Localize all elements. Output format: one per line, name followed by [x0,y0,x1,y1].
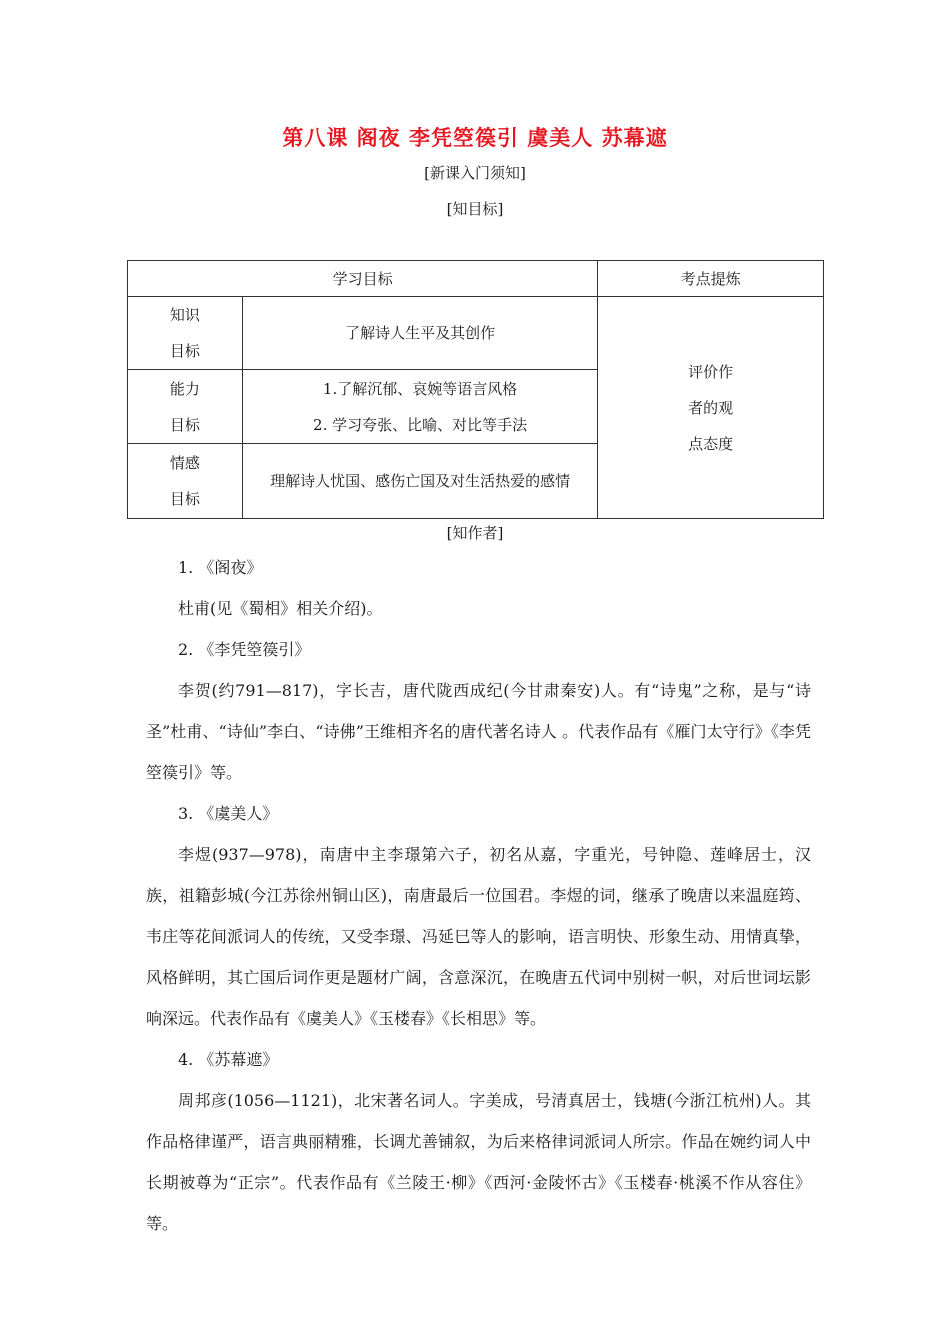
author-sections [146,547,811,1244]
goal-content-line: 1.了解沉郁、哀婉等语言风格 [322,379,518,398]
key-points-cell [598,297,824,519]
goal-type-line: 能力 [169,379,200,398]
table-row [128,297,824,370]
author-heading: 3. 《虞美人》 [178,804,279,823]
table-header-row [128,261,824,297]
goal-type-cell [128,297,243,370]
goal-content-cell [242,370,597,444]
goal-type-cell [128,370,243,444]
goal-type-line: 目标 [169,342,200,360]
goal-type-line: 知识 [169,306,200,324]
section-label-goals: [知目标] [446,200,504,218]
goal-type-line: 目标 [169,490,200,508]
goal-type-line: 情感 [169,454,200,472]
goal-content-line: 理解诗人忧国、感伤亡国及对生活热爱的感情 [270,472,571,490]
lesson-title: 第八课 阁夜 李凭箜篌引 虞美人 苏幕遮 [282,125,668,150]
goal-content-line: 2. 学习夸张、比喻、对比等手法 [313,415,528,434]
learning-goals-table [127,260,824,519]
author-paragraph: 杜甫(见《蜀相》相关介绍)。 [178,599,383,618]
section-label-author: [知作者] [446,524,504,542]
author-paragraph: 李煜(937—978)，南唐中主李璟第六子，初名从嘉，字重光，号钟隐、莲峰居士，汉族，祖籍彭城(今江苏徐州铜山区)，南唐最后一位国君。李煜的词，继承了晚唐以来温庭筠、韦庄等花间派词人的传统，又受李璟、冯延巳等人的影响，语言明快、形象生动、用情真挚，风格鲜明，其亡国后词作更是题材广阔，含意深沉，在晚唐五代词中别树一帜，对后世词坛影响深远。代表作品有《虞美人》《玉楼春》《长相思》等。 [146,845,811,1028]
author-heading: 2. 《李凭箜篌引》 [178,640,311,659]
key-points-line: 者的观 [688,398,734,417]
header-key-points: 考点提炼 [598,261,824,297]
author-heading: 1. 《阁夜》 [178,558,263,577]
goal-content-cell [242,444,597,519]
key-points-line: 点态度 [688,434,734,453]
goal-content-cell [242,297,597,370]
author-paragraph: 周邦彦(1056—1121)，北宋著名词人。字美成，号清真居士，钱塘(今浙江杭州)人。其作品格律谨严，语言典丽精雅，长调尤善铺叙，为后来格律词派词人所宗。作品在婉约词人中长期被尊为“正宗”。代表作品有《兰陵王·柳》《西河·金陵怀古》《玉楼春·桃溪不作从容住》等。 [146,1091,811,1233]
goal-type-line: 目标 [169,415,200,434]
author-heading: 4. 《苏幕遮》 [178,1050,279,1069]
header-learning-goal: 学习目标 [128,261,598,297]
goal-content-line: 了解诗人生平及其创作 [345,324,496,342]
author-paragraph: 李贺(约791—817)，字长吉，唐代陇西成纪(今甘肃秦安)人。有“诗鬼”之称，是与“诗圣”杜甫、“诗仙”李白、“诗佛”王维相齐名的唐代著名诗人 。代表作品有《雁门太守行》《李凭箜篌引》等。 [146,681,811,782]
goal-type-cell [128,444,243,519]
section-label-intro: [新课入门须知] [424,164,526,182]
key-points-line: 评价作 [688,362,734,381]
